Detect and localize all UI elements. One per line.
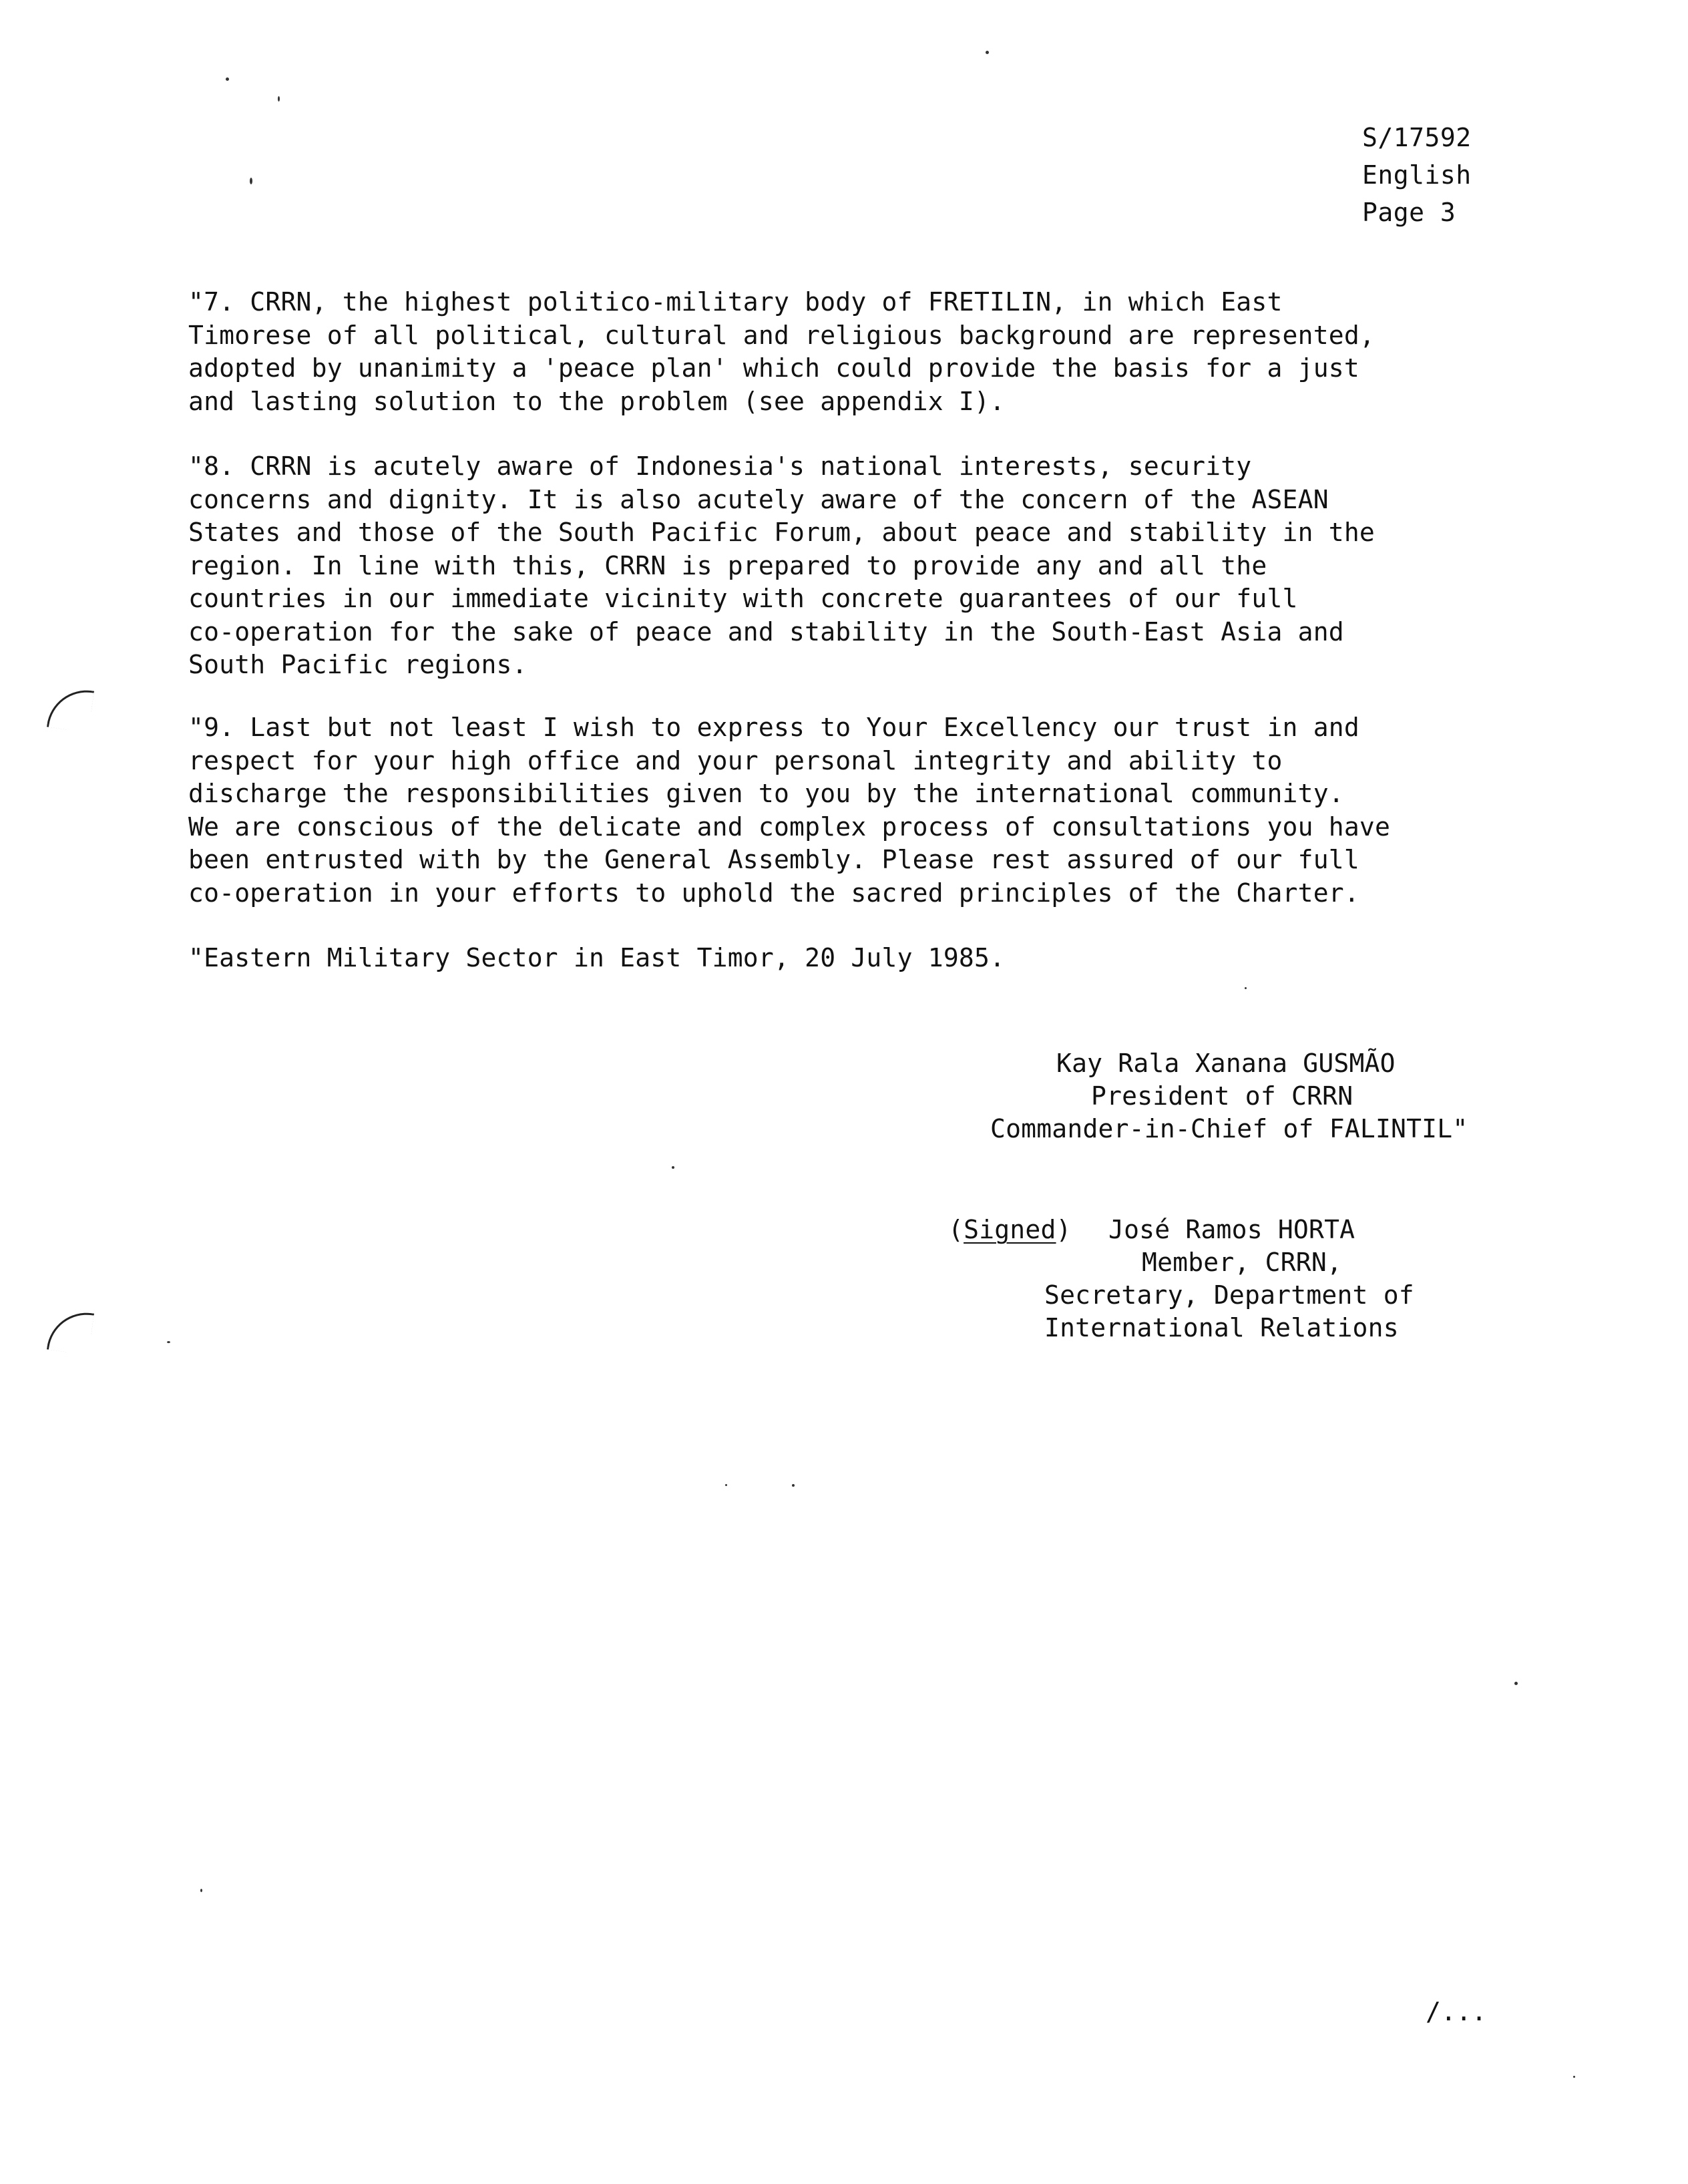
punch-hole-mark xyxy=(47,685,94,733)
paragraph-line: been entrusted with by the General Assembly. Please rest assured of our full xyxy=(188,845,1359,874)
scan-speck xyxy=(167,1341,170,1343)
paragraph-line: countries in our immediate vicinity with concrete guarantees of our full xyxy=(188,584,1298,613)
paragraph-line: region. In line with this, CRRN is prepared to provide any and all the xyxy=(188,550,1267,580)
paragraph-line: "9. Last but not least I wish to express to Your Excellency our trust in and xyxy=(188,713,1359,742)
dateline-text: "Eastern Military Sector in East Timor, 20 July 1985. xyxy=(188,943,1006,972)
signed-word: Signed xyxy=(964,1215,1056,1244)
paragraph-line: Timorese of all political, cultural and religious background are represented, xyxy=(188,320,1376,350)
scan-speck xyxy=(792,1484,795,1487)
scan-speck xyxy=(1573,2076,1575,2078)
paragraph-line: and lasting solution to the problem (see appendix I). xyxy=(188,386,1006,416)
continuation-mark: /... xyxy=(1426,1997,1487,2026)
signed-paren-open: ( xyxy=(948,1215,964,1244)
paragraph-line: adopted by unanimity a 'peace plan' which could provide the basis for a just xyxy=(188,353,1359,383)
dateline xyxy=(188,942,1524,975)
scan-speck xyxy=(1245,987,1247,989)
document-language: English xyxy=(1362,160,1472,190)
punch-hole-mark xyxy=(47,1308,94,1355)
scan-speck xyxy=(250,178,252,184)
signatory-name: Kay Rala Xanana GUSMÃO xyxy=(1056,1049,1396,1078)
paragraph-9 xyxy=(188,711,1524,910)
paragraph-7 xyxy=(188,286,1524,418)
scan-speck xyxy=(986,51,989,54)
signatory-title: International Relations xyxy=(1044,1313,1399,1342)
paragraph-line: concerns and dignity. It is also acutely aware of the concern of the ASEAN xyxy=(188,484,1329,514)
paragraph-line: We are conscious of the delicate and complex process of consultations you have xyxy=(188,811,1391,842)
paragraph-8 xyxy=(188,450,1524,682)
signatory-title: Secretary, Department of xyxy=(1044,1280,1414,1310)
scan-speck xyxy=(725,1484,727,1486)
signatory-title: Commander-in-Chief of FALINTIL" xyxy=(990,1114,1468,1143)
signatory-name: José Ramos HORTA xyxy=(1108,1215,1355,1244)
signed-paren-close: ) xyxy=(1056,1215,1072,1244)
scan-speck xyxy=(672,1166,674,1169)
signatory-title: President of CRRN xyxy=(1091,1081,1353,1111)
signed-notation xyxy=(948,1214,1072,1246)
scan-speck xyxy=(200,1889,202,1892)
paragraph-line: respect for your high office and your personal integrity and ability to xyxy=(188,745,1283,775)
paragraph-line: co-operation for the sake of peace and stability in the South-East Asia and xyxy=(188,616,1344,647)
signatory-title: Member, CRRN, xyxy=(1142,1248,1343,1277)
paragraph-line: "8. CRRN is acutely aware of Indonesia's national interests, security xyxy=(188,451,1252,481)
page-number: Page 3 xyxy=(1362,198,1456,227)
paragraph-line: South Pacific regions. xyxy=(188,650,528,679)
scan-speck xyxy=(1514,1682,1518,1685)
paragraph-line: discharge the responsibilities given to you by the international community. xyxy=(188,779,1344,808)
paragraph-line: States and those of the South Pacific Forum, about peace and stability in the xyxy=(188,518,1376,547)
document-symbol: S/17592 xyxy=(1362,123,1472,152)
paragraph-line: "7. CRRN, the highest politico-military body of FRETILIN, in which East xyxy=(188,287,1283,317)
document-header xyxy=(1362,119,1472,231)
paragraph-line: co-operation in your efforts to uphold the sacred principles of the Charter. xyxy=(188,878,1359,908)
scan-speck xyxy=(278,96,280,102)
scan-speck xyxy=(226,77,229,81)
